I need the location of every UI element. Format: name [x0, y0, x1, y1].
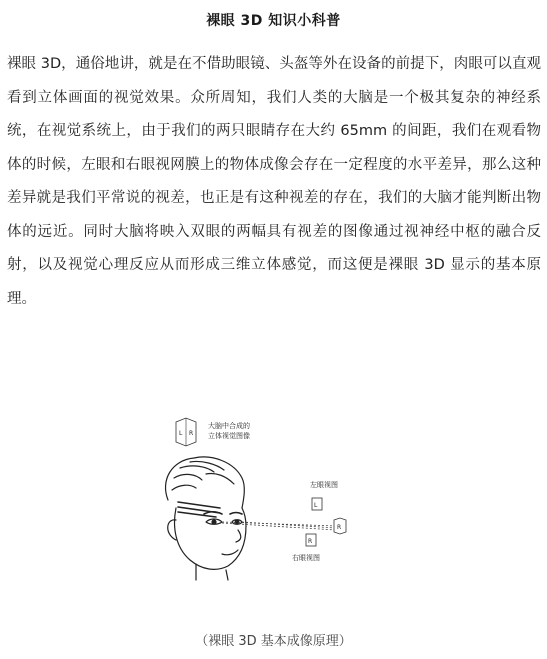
head-illustration-icon	[166, 457, 246, 580]
left-view-label: 左眼视图	[310, 481, 338, 489]
sight-lines	[222, 522, 336, 530]
right-view-letter: R	[308, 538, 313, 545]
brain-composite-box-icon	[176, 418, 196, 446]
brain-letter-r: R	[189, 430, 194, 437]
right-view-box-icon	[306, 534, 316, 546]
stereo-vision-illustration	[150, 408, 400, 583]
left-view-box-icon	[312, 498, 322, 510]
object-letter: R	[337, 524, 342, 531]
figure-caption: （裸眼 3D 基本成像原理）	[195, 634, 352, 649]
brain-letter-l: L	[179, 430, 183, 437]
brain-image-label-line1: 大脑中合成的	[208, 422, 250, 430]
object-box-icon	[334, 518, 346, 534]
left-view-letter: L	[314, 502, 318, 509]
article-title: 裸眼 3D 知识小科普	[206, 13, 341, 29]
right-view-label: 右眼视图	[292, 554, 320, 562]
article-paragraph: 裸眼 3D，通俗地讲，就是在不借助眼镜、头盔等外在设备的前提下，肉眼可以直观看到立体画面的视觉效果。众所周知，我们人类的大脑是一个极其复杂的神经系统，在视觉系统上，由于我们的两只眼睛存在大约 65mm 的间距，我们在观看物体的时候，左眼和右眼视网膜上的物体成像会存在一定程度的水平差异，那么这种差异就是我们平常说的视差，也正是有这种视差的存在，我们的大脑才能判断出物体的远近。同时大脑将映入双眼的两幅具有视差的图像通过视神经中枢的融合反射，以及视觉心理反应从而形成三维立体感觉，而这便是裸眼 3D 显示的基本原理。	[7, 56, 541, 307]
brain-image-label-line2: 立体视觉图像	[208, 432, 250, 440]
